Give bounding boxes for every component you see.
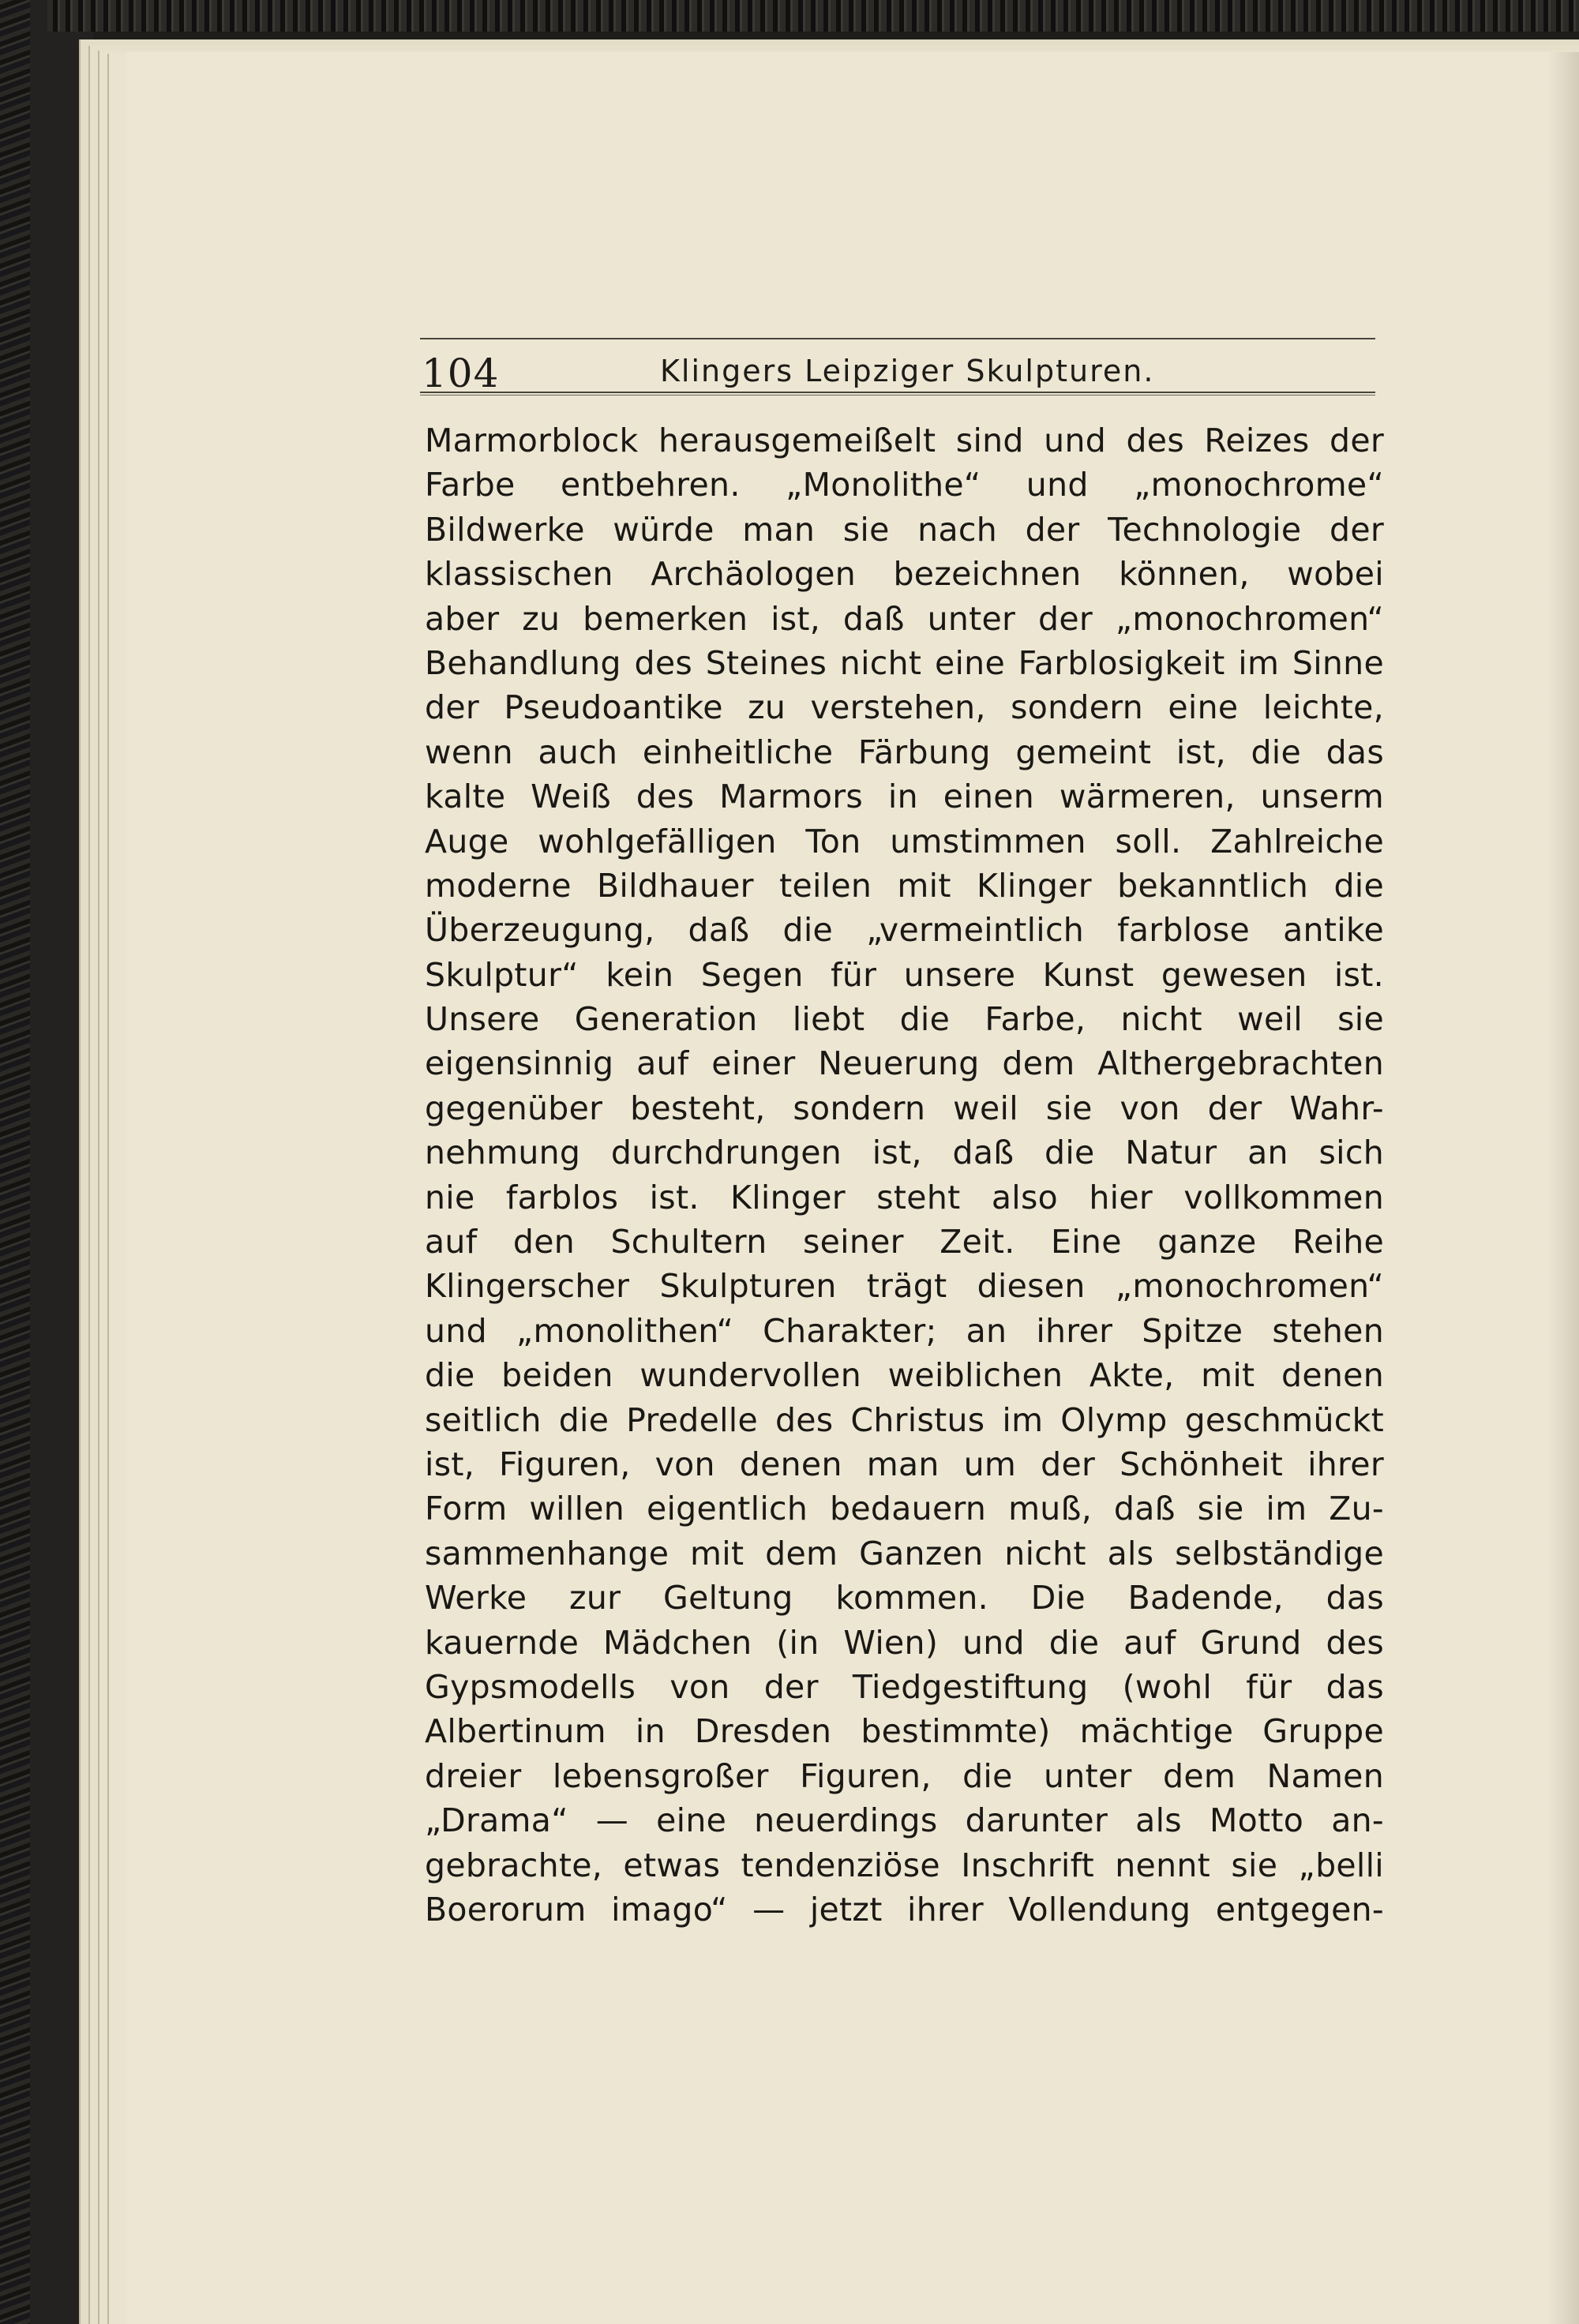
text-line: Skulptur“ kein Segen für unsere Kunst gewesen ist.: [425, 955, 1384, 994]
text-line: Behandlung des Steines nicht eine Farblosigkeit im Sinne: [425, 643, 1384, 682]
text-line: klassischen Archäologen bezeichnen können, wobei: [425, 555, 1384, 594]
text-line: Gypsmodells von der Tiedgestiftung (wohl für das: [425, 1667, 1384, 1706]
text-line: Form willen eigentlich bedauern muß, daß sie im Zu-: [425, 1490, 1384, 1528]
text-line: und „monolithen“ Charakter; an ihrer Spitze stehen: [425, 1311, 1384, 1350]
text-line: gebrachte, etwas tendenziöse Inschrift nennt sie „belli: [425, 1846, 1384, 1884]
text-line: moderne Bildhauer teilen mit Klinger bekanntlich die: [425, 866, 1384, 905]
text-line: der Pseudoantike zu verstehen, sondern eine leichte,: [425, 688, 1384, 727]
text-line: Boerorum imago“ — jetzt ihrer Vollendung entgegen-: [425, 1890, 1384, 1929]
text-line: Klingerscher Skulpturen trägt diesen „monochromen“: [425, 1267, 1384, 1306]
running-title: Klingers Leipziger Skulpturen.: [660, 354, 1155, 388]
top-cover-strip: [47, 0, 1579, 32]
text-line: auf den Schultern seiner Zeit. Eine ganze Reihe: [425, 1223, 1384, 1261]
text-line: Bildwerke würde man sie nach der Technologie der: [425, 510, 1384, 549]
text-line: Werke zur Geltung kommen. Die Badende, das: [425, 1579, 1384, 1617]
text-line: wenn auch einheitliche Färbung gemeint ist, die das: [425, 733, 1384, 771]
body-text: [425, 418, 1384, 1932]
header-rule-bottom: [420, 392, 1375, 395]
text-line: Auge wohlgefälligen Ton umstimmen soll. Zahlreiche: [425, 822, 1384, 860]
text-line: seitlich die Predelle des Christus im Olymp geschmückt: [425, 1400, 1384, 1439]
text-line: „Drama“ — eine neuerdings darunter als Motto an-: [425, 1801, 1384, 1840]
page-shadow: [1547, 52, 1579, 2324]
text-line: Unsere Generation liebt die Farbe, nicht weil sie: [425, 1000, 1384, 1039]
text-line: Marmorblock herausgemeißelt sind und des Reizes der: [425, 422, 1384, 459]
text-line: aber zu bemerken ist, daß unter der „monochromen“: [425, 599, 1384, 638]
text-line: Albertinum in Dresden bestimmte) mächtige Gruppe: [425, 1712, 1384, 1751]
text-line: Farbe entbehren. „Monolithe“ und „monochrome“: [425, 466, 1384, 504]
text-line: kalte Weiß des Marmors in einen wärmeren, unserm: [425, 778, 1384, 816]
text-line: gegenüber besteht, sondern weil sie von der Wahr-: [425, 1089, 1384, 1127]
text-line: nie farblos ist. Klinger steht also hier vollkommen: [425, 1178, 1384, 1216]
running-header: [420, 338, 1375, 401]
text-line: sammenhange mit dem Ganzen nicht als selbständige: [425, 1534, 1384, 1572]
text-line: dreier lebensgroßer Figuren, die unter dem Namen: [425, 1756, 1384, 1795]
text-line: die beiden wundervollen weiblichen Akte, mit denen: [425, 1356, 1384, 1395]
text-line: kauernde Mädchen (in Wien) und die auf Grund des: [425, 1623, 1384, 1662]
text-line: ist, Figuren, von denen man um der Schönheit ihrer: [425, 1445, 1384, 1483]
text-line: Überzeugung, daß die „vermeintlich farblose antike: [425, 911, 1384, 950]
text-line: nehmung durchdrungen ist, daß die Natur an sich: [425, 1134, 1384, 1172]
header-rule-top: [420, 338, 1375, 339]
text-line: eigensinnig auf einer Neuerung dem Althergebrachten: [425, 1044, 1384, 1083]
page-number: 104: [422, 350, 500, 396]
